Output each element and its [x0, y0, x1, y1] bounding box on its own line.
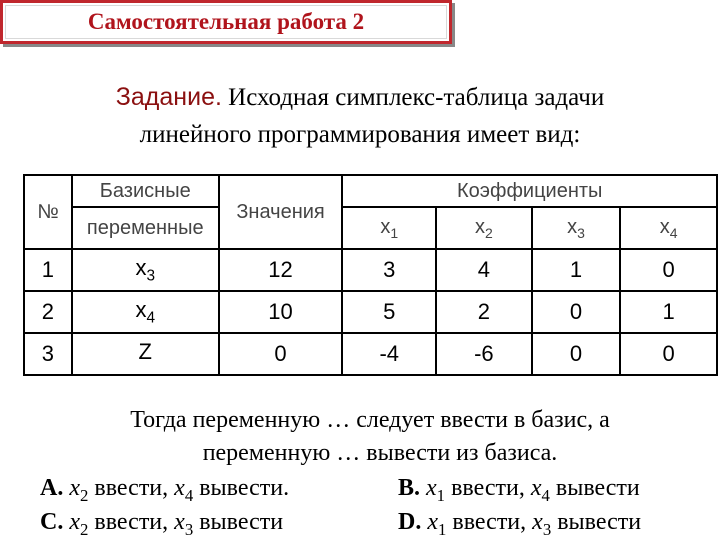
row-coef: 0: [620, 333, 717, 375]
row-basis: Z: [72, 333, 219, 375]
row-value: 12: [219, 249, 343, 291]
header-coef-x4: $x_4$: [620, 207, 717, 249]
option-letter: D.: [398, 509, 422, 535]
simplex-table: [23, 174, 718, 376]
header-coef-x2: $x_2$: [436, 207, 532, 249]
row-num: 3: [24, 333, 72, 375]
task-label: Задание.: [115, 83, 222, 111]
row-coef: 0: [532, 291, 621, 333]
header-coef-x3: $x_3$: [532, 207, 621, 249]
header-coefficients: Коэффициенты: [342, 175, 717, 207]
header-coef-x1: $x_1$: [342, 207, 436, 249]
option-d[interactable]: D. $x_1$ ввести, $x_3$ вывести: [398, 509, 642, 539]
row-basis: $x_4$: [72, 291, 219, 333]
row-coef: 0: [532, 333, 621, 375]
header-values: Значения: [219, 175, 343, 249]
task-line-1: [0, 80, 720, 115]
table-row: [24, 291, 717, 333]
task-text-2: линейного программирования имеет вид:: [139, 121, 581, 148]
row-num: 1: [24, 249, 72, 291]
header-num: №: [24, 175, 72, 249]
option-letter: B.: [398, 475, 421, 501]
option-c[interactable]: C. $x_2$ ввести, $x_3$ вывести: [40, 509, 284, 539]
table-header-row-2: [24, 207, 717, 249]
option-letter: A.: [40, 475, 64, 501]
title-inner: [5, 5, 447, 39]
row-coef: 3: [342, 249, 436, 291]
row-coef: 1: [620, 291, 717, 333]
row-value: 0: [219, 333, 343, 375]
row-coef: 5: [342, 291, 436, 333]
table-header-row-1: [24, 175, 717, 207]
row-coef: 1: [532, 249, 621, 291]
slide-title: Самостоятельная работа 2: [87, 9, 365, 34]
row-num: 2: [24, 291, 72, 333]
row-coef: 2: [436, 291, 532, 333]
task-line-2: [0, 118, 720, 152]
title-box: [0, 0, 452, 44]
row-coef: 0: [620, 249, 717, 291]
option-letter: C.: [40, 509, 64, 535]
row-coef: -6: [436, 333, 532, 375]
header-basis-line2: переменные: [72, 207, 219, 249]
row-coef: -4: [342, 333, 436, 375]
row-basis: $x_3$: [72, 249, 219, 291]
table-row: [24, 333, 717, 375]
option-a[interactable]: A. $x_2$ ввести, $x_4$ вывести.: [40, 475, 290, 505]
question-line-1: Тогда переменную … следует ввести в базис, а: [130, 407, 610, 433]
task-text-1: Исходная симплекс-таблица задачи: [228, 84, 605, 111]
question-line-2: переменную … вывести из базиса.: [202, 440, 558, 466]
option-b[interactable]: B. $x_1$ ввести, $x_4$ вывести: [398, 475, 640, 505]
table-row: [24, 249, 717, 291]
row-coef: 4: [436, 249, 532, 291]
header-basis-line1: Базисные: [72, 175, 219, 207]
row-value: 10: [219, 291, 343, 333]
